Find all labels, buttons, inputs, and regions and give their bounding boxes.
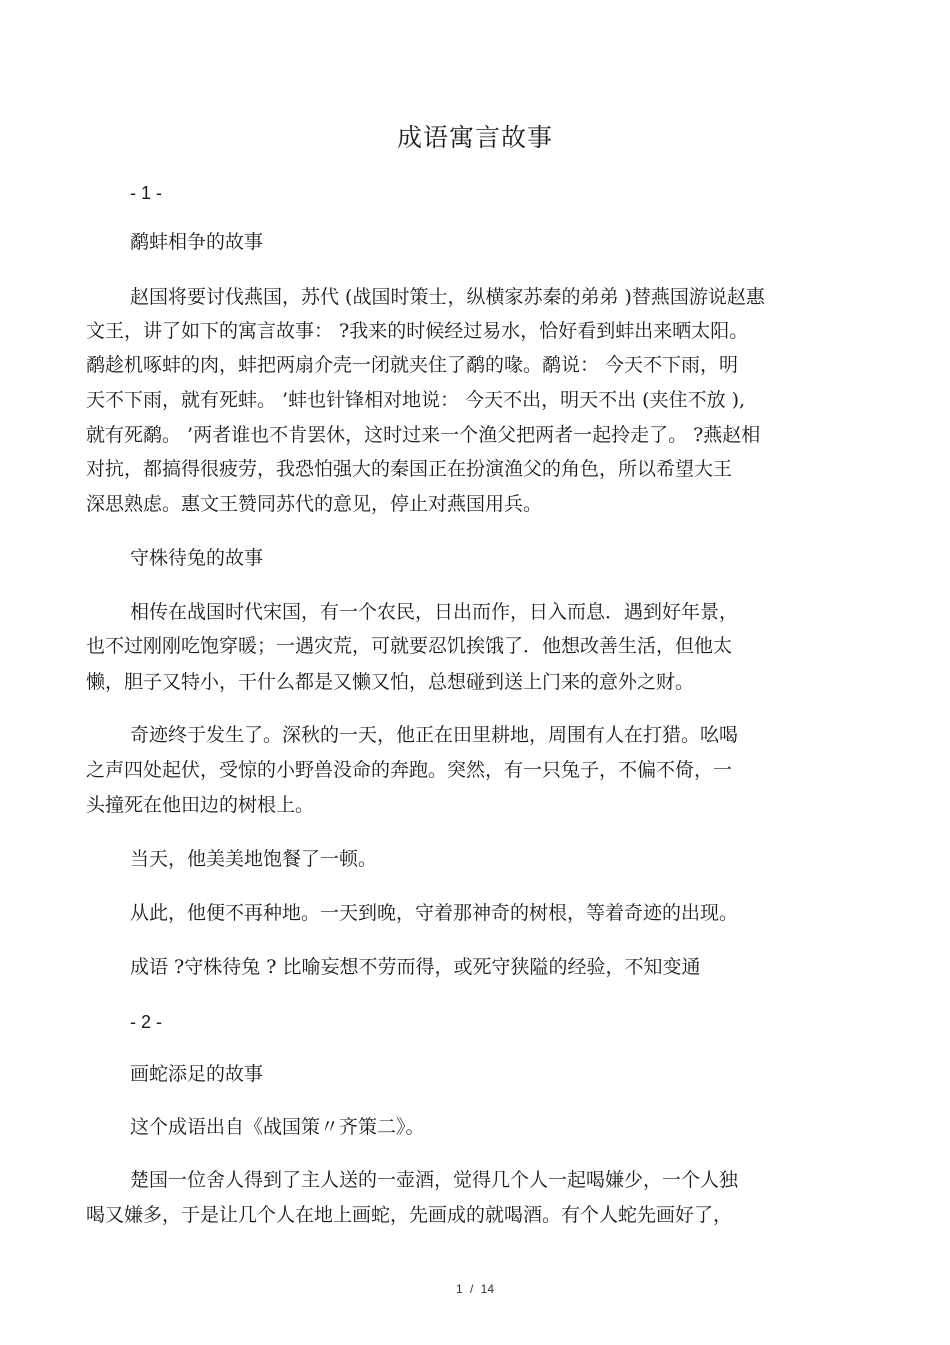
text-line: 相传在战国时代宋国，有一个农民，日出而作，日入而息．遇到好年景， — [130, 601, 739, 623]
text-line: 鹬趁机啄蚌的肉，蚌把两扇介壳一闭就夹住了鹬的喙。鹬说： 今天不下雨，明 — [86, 354, 739, 376]
page-number-footer: 1 / 14 — [455, 1282, 495, 1296]
section-number-2: - 2 - — [130, 1012, 163, 1032]
text-line: 也不过刚刚吃饱穿暖；一遇灾荒，可就要忍饥挨饿了．他想改善生活，但他太 — [86, 635, 733, 657]
text-line: 之声四处起伏，受惊的小野兽没命的奔跑。突然，有一只兔子，不偏不倚，一 — [86, 759, 733, 781]
text-line: 文王，讲了如下的寓言故事： ?我来的时候经过易水，恰好看到蚌出来晒太阳。 — [86, 320, 749, 342]
text-line: 就有死鹬。 ’两者谁也不肯罢休，这时过来一个渔父把两者一起拎走了。 ?燕赵相 — [86, 424, 761, 446]
text-line: 赵国将要讨伐燕国，苏代 (战国时策士，纵横家苏秦的弟弟 )替燕国游说赵惠 — [130, 286, 765, 308]
paragraph-huashe-1: 这个成语出自《战国策〃齐策二》。 — [130, 1116, 425, 1138]
text-line: 懒，胆子又特小，干什么都是又懒又怕，总想碰到送上门来的意外之财。 — [86, 671, 695, 693]
text-line: 对抗，都搞得很疲劳，我恐怕强大的秦国正在扮演渔父的角色，所以希望大王 — [86, 458, 733, 480]
text-line: 天不下雨，就有死蚌。 ’蚌也针锋相对地说： 今天不出，明天不出 (夹住不放 ), — [86, 389, 746, 411]
document-title: 成语寓言故事 — [396, 123, 553, 152]
section-number-1: - 1 - — [130, 183, 163, 203]
story-heading-shouzhu: 守株待兔的故事 — [130, 547, 264, 569]
text-line: 深思熟虑。惠文王赞同苏代的意见，停止对燕国用兵。 — [86, 493, 543, 515]
paragraph-shouzhu-4: 从此，他便不再种地。一天到晚，守着那神奇的树根，等着奇迹的出现。 — [130, 902, 739, 924]
story-heading-huashe: 画蛇添足的故事 — [130, 1063, 264, 1085]
paragraph-shouzhu-5: 成语 ?守株待兔 ? 比喻妄想不劳而得，或死守狭隘的经验，不知变通 — [130, 956, 701, 978]
paragraph-shouzhu-3: 当天，他美美地饱餐了一顿。 — [130, 848, 378, 870]
text-line: 头撞死在他田边的树根上。 — [86, 794, 315, 816]
text-line: 楚国一位舍人得到了主人送的一壶酒，觉得几个人一起喝嫌少，一个人独 — [130, 1169, 739, 1191]
text-line: 奇迹终于发生了。深秋的一天，他正在田里耕地，周围有人在打猎。吆喝 — [130, 724, 739, 746]
story-heading-yubang: 鹬蚌相争的故事 — [130, 231, 264, 253]
text-line: 喝又嫌多，于是让几个人在地上画蛇，先画成的就喝酒。有个人蛇先画好了， — [86, 1204, 733, 1226]
